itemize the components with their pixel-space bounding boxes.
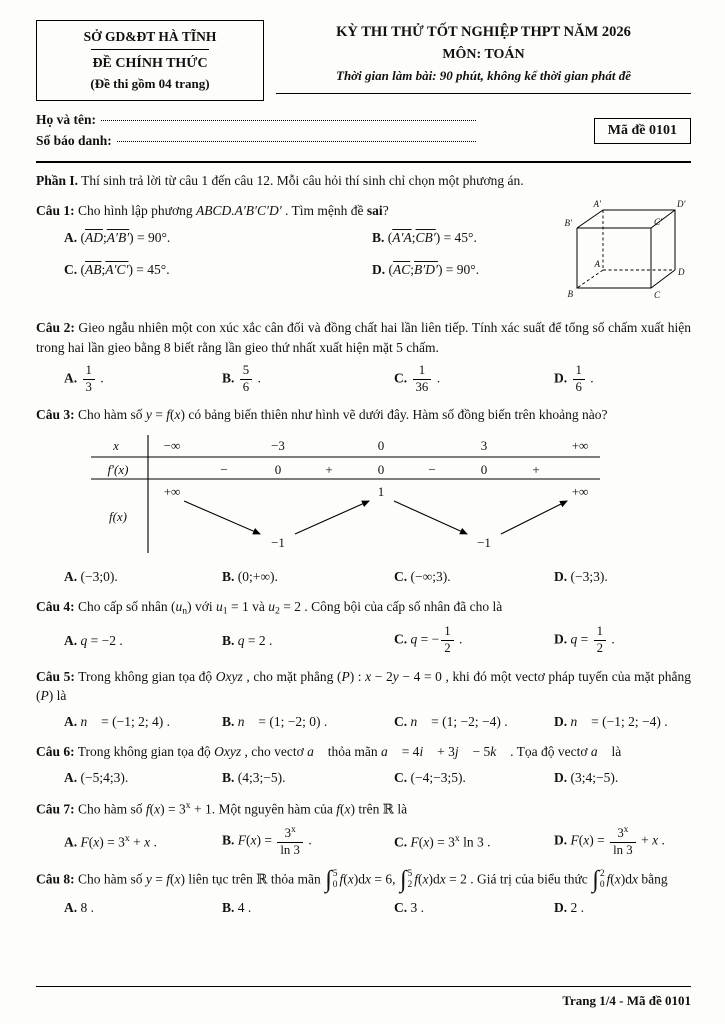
cube-vertex-b-prime: B′: [564, 218, 572, 229]
question-3-option-a: A. (−3;0).: [64, 568, 118, 584]
cube-vertex-b: B: [567, 289, 573, 300]
question-4-option-d: D. q = $\frac{1}{2}$ .: [554, 624, 615, 656]
question-4-options: [36, 625, 691, 656]
question-5-option-d: D. n⃗ = (−1; 2; −4) .: [554, 714, 668, 730]
cube-figure: [559, 197, 691, 306]
question-1: [36, 201, 691, 307]
question-8-option-d: D. 2 .: [554, 900, 584, 916]
question-7: [36, 799, 691, 858]
variation-table-svg: [88, 433, 603, 555]
vt-x-value: −∞: [163, 437, 181, 453]
question-2-option-c: C. $\frac{1}{36}$ .: [394, 362, 441, 394]
exam-code-box: Mã đề 0101: [594, 118, 691, 144]
question-1-option-a: A. $(\overline{AD};A'B') = 90^\circ$.: [64, 229, 171, 245]
vt-sign: −: [220, 461, 228, 477]
candidate-number-label: Số báo danh:: [36, 133, 112, 149]
issuer-underline: [91, 49, 209, 50]
question-4-option-c: C. q = − $\frac{1}{2}$ .: [394, 624, 463, 656]
question-1-option-d: D. $(\overline{AC};B'D') = 90^\circ$.: [372, 261, 480, 277]
question-4-option-b: B. q = 2 .: [222, 632, 273, 648]
candidate-info-lines: [36, 110, 476, 152]
vt-f-value: 1: [377, 483, 385, 499]
candidate-number-dotted-line: [117, 141, 476, 142]
cube-vertex-a-prime: A′: [593, 199, 601, 210]
question-6-options: [36, 768, 691, 787]
cube-vertex-a: A: [594, 259, 600, 270]
question-6-option-c: C. (−4;−3;5).: [394, 770, 466, 786]
exam-header: [36, 20, 691, 101]
question-4: [36, 597, 691, 656]
question-7-option-a: A. $F(x) = 3^x + x$ .: [64, 832, 157, 850]
question-1-option-b: B. (A′A;CB′) = 45°.: [372, 229, 477, 245]
question-1-option-c: C. $(\overline{AB};A'C') = 45^\circ$.: [64, 261, 170, 277]
question-8: [36, 865, 691, 918]
vt-f-value: −1: [477, 534, 491, 550]
question-2-option-b: B. $\frac{5}{6}$ .: [222, 362, 261, 394]
fullname-label: Họ và tên:: [36, 112, 96, 128]
question-5-option-a: A. n⃗ = (−1; 2; 4) .: [64, 714, 170, 730]
vt-row-x-label: x: [113, 437, 119, 453]
question-8-option-a: A. 8 .: [64, 900, 94, 916]
question-7-option-c: C. $F(x) = 3^x$ ln 3 .: [394, 832, 491, 850]
vt-sign: 0: [480, 461, 488, 477]
question-7-option-b: B. F(x) = $\frac{3^x}{\ln 3}$ .: [222, 824, 312, 858]
vt-row-fprime-label: f′(x): [107, 461, 129, 477]
question-5-text: Câu 5: Trong không gian tọa độ Oxyz , cho mặt phẳng (P) : x − 2y − 4 = 0 , khi đó một vectơ pháp tuyến của mặt phẳng (P) là: [36, 668, 691, 704]
question-2-options: [36, 364, 691, 395]
fullname-field: [36, 110, 476, 131]
question-7-text: Câu 7: Cho hàm số $f(x) = 3^x + 1$. Một nguyên hàm của f(x) trên ℝ là: [36, 799, 408, 816]
question-1-options: [36, 228, 551, 279]
question-3-option-c: C. (−∞;3).: [394, 568, 451, 584]
question-3-option-b: B. (0;+∞).: [222, 568, 278, 584]
vt-x-value: 3: [480, 437, 488, 453]
exam-title-block: [264, 20, 691, 94]
question-6-option-d: D. (3;4;−5).: [554, 770, 619, 786]
issuer-name: SỞ GD&ĐT HÀ TĨNH: [83, 29, 217, 44]
question-3-option-d: D. (−3;3).: [554, 568, 608, 584]
question-5-option-b: B. n⃗ = (1; −2; 0) .: [222, 714, 328, 730]
pages-note: (Đề thi gồm 04 trang): [90, 76, 210, 92]
question-8-option-c: C. 3 .: [394, 900, 424, 916]
question-2: [36, 318, 691, 394]
vt-sign: +: [532, 461, 540, 477]
question-1-text: Câu 1: Cho hình lập phương ABCD.A′B′C′D′ . Tìm mệnh đề sai?: [36, 203, 389, 219]
vt-x-value: +∞: [571, 437, 589, 453]
question-8-text: Câu 8: Cho hàm số y = f(x) liên tục trên ℝ thỏa mãn ∫ 5 0 f(x)dx = 6, ∫ 5 2 f(x)dx = 2 . Giá trị của biểu thức ∫ 2 0 f(x)dx bằng: [36, 865, 668, 893]
candidate-info-row: [36, 110, 691, 152]
variation-table: [88, 433, 691, 560]
exam-title: KỲ THI THỬ TỐT NGHIỆP THPT NĂM 2026: [336, 24, 631, 40]
page-footer-text: Trang 1/4 - Mã đề 0101: [562, 992, 691, 1008]
cube-vertex-c-prime: C′: [654, 217, 662, 228]
cube-svg: [559, 197, 691, 301]
question-7-option-d: D. F(x) = $\frac{3^x}{\ln 3}$ + x .: [554, 824, 665, 858]
subject-line: MÔN: TOÁN: [442, 46, 525, 62]
question-6-text: Câu 6: Trong không gian tọa độ Oxyz , cho vectơ a⃗ thỏa mãn a⃗ = 4i⃗ + 3j⃗ − 5k⃗ . Tọa độ vectơ a⃗ là: [36, 744, 622, 760]
question-3-options: [36, 567, 691, 586]
question-6-option-a: A. (−5;4;3).: [64, 770, 129, 786]
question-4-text: Câu 4: Cho cấp số nhân $(u_n)$ với $u_1 = 1$ và $u_2 = 2$ . Công bội của cấp số nhân đã cho là: [36, 598, 503, 617]
issuer-box: [36, 20, 264, 101]
doc-type: ĐỀ CHÍNH THỨC: [92, 56, 208, 72]
vt-x-value: −3: [271, 437, 285, 453]
candidate-number-field: [36, 131, 476, 152]
question-5-option-c: C. n⃗ = (1; −2; −4) .: [394, 714, 508, 730]
vt-x-value: 0: [377, 437, 385, 453]
question-3: [36, 405, 691, 585]
vt-sign: +: [325, 461, 333, 477]
question-6-option-b: B. (4;3;−5).: [222, 770, 286, 786]
part1-intro: Phần I. Thí sinh trả lời từ câu 1 đến câu 12. Mỗi câu hỏi thí sinh chỉ chọn một phương án.: [36, 173, 524, 189]
question-2-text: Câu 2: Gieo ngẫu nhiên một con xúc xắc cân đối và đồng chất hai lần liên tiếp. Tính xác suất để tổng số chấm xuất hiện trong hai lần gieo bằng 8 biết rằng lần gieo thứ nhất xuất hiện mặt 5 chấm.: [36, 320, 691, 355]
question-6: [36, 742, 691, 787]
question-4-option-a: A. q = −2 .: [64, 632, 123, 648]
vt-row-f-label: f(x): [108, 508, 128, 524]
question-5-options: [36, 712, 691, 731]
question-5: [36, 667, 691, 731]
time-note: Thời gian làm bài: 90 phút, không kể thời gian phát đề: [276, 67, 691, 93]
page-footer: [36, 986, 691, 1010]
vt-sign: 0: [274, 461, 282, 477]
vt-f-value: −1: [271, 534, 285, 550]
vt-f-value: +∞: [163, 483, 181, 499]
question-7-options: [36, 825, 691, 858]
vt-sign: 0: [377, 461, 385, 477]
vt-f-value: +∞: [571, 483, 589, 499]
cube-vertex-c: C: [654, 290, 661, 301]
question-2-option-a: A. $\frac{1}{3}$ .: [64, 362, 104, 394]
cube-vertex-d: D: [678, 267, 685, 278]
question-8-options: [36, 898, 691, 917]
question-3-text: Câu 3: Cho hàm số y = f(x) có bảng biến thiên như hình vẽ dưới đây. Hàm số đồng biến trên khoảng nào?: [36, 407, 608, 423]
cube-vertex-d-prime: D′: [677, 199, 686, 210]
question-2-option-d: D. $\frac{1}{6}$ .: [554, 362, 594, 394]
question-8-option-b: B. 4 .: [222, 900, 252, 916]
fullname-dotted-line: [101, 120, 476, 121]
vt-sign: −: [428, 461, 436, 477]
header-divider: [36, 161, 691, 163]
